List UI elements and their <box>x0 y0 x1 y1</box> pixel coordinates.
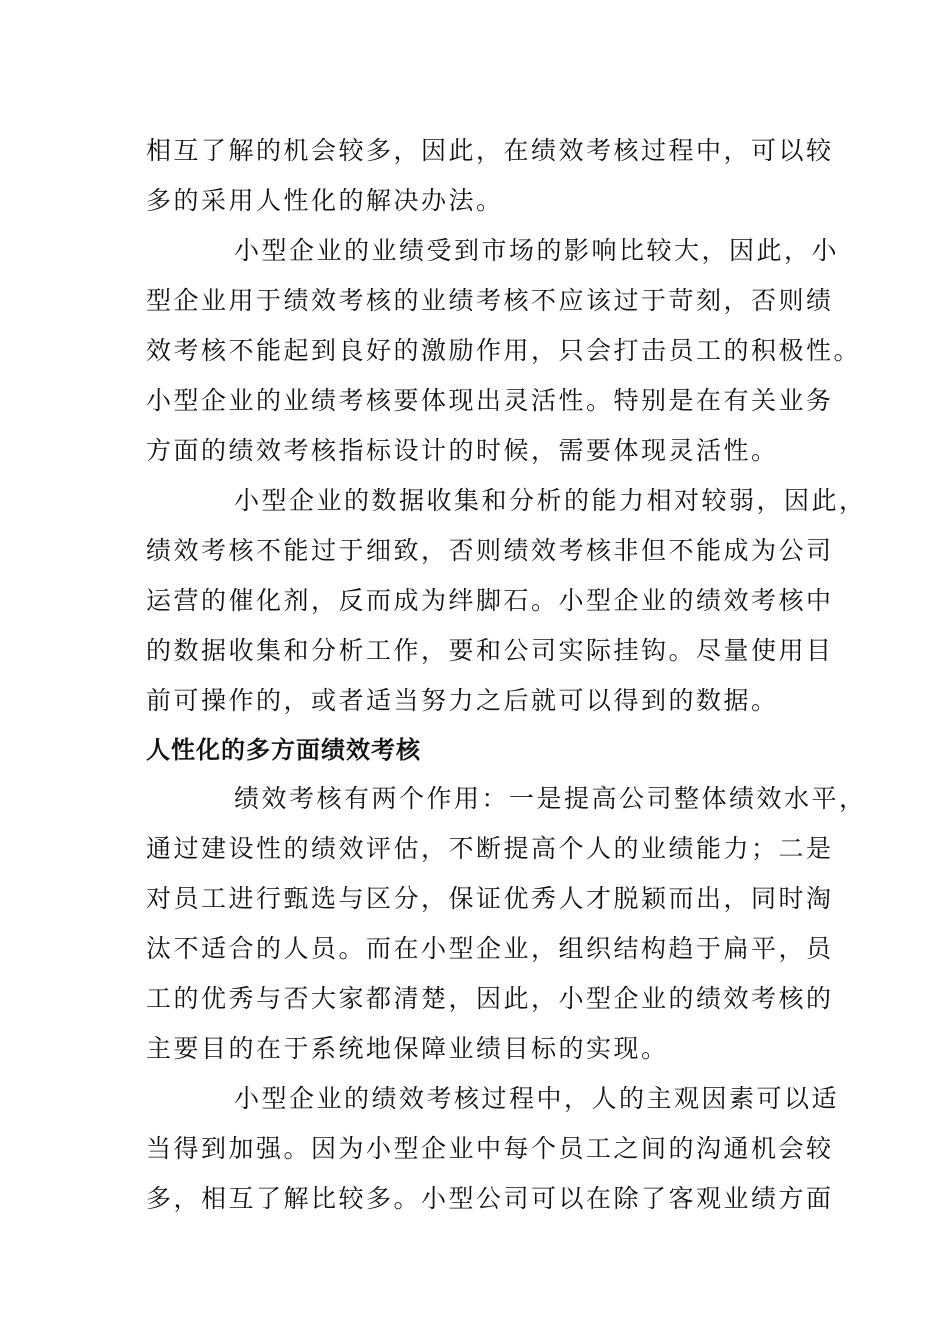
paragraph-line: 效考核不能起到良好的激励作用，只会打击员工的积极性。 <box>146 336 862 365</box>
paragraph-line: 对员工进行甄选与区分，保证优秀人才脱颖而出，同时淘 <box>146 884 834 913</box>
paragraph-line: 工的优秀与否大家都清楚，因此，小型企业的绩效考核的 <box>146 984 834 1013</box>
section-heading: 人性化的多方面绩效考核 <box>146 736 421 764</box>
paragraph-line: 当得到加强。因为小型企业中每个员工之间的沟通机会较 <box>146 1134 834 1163</box>
paragraph-line: 小型企业的业绩考核要体现出灵活性。特别是在有关业务 <box>146 386 834 415</box>
paragraph-line: 多，相互了解比较多。小型公司可以在除了客观业绩方面 <box>146 1184 834 1213</box>
paragraph-line: 的数据收集和分析工作，要和公司实际挂钩。尽量使用目 <box>146 636 834 665</box>
paragraph-line: 多的采用人性化的解决办法。 <box>146 186 504 215</box>
paragraph-line: 前可操作的，或者适当努力之后就可以得到的数据。 <box>146 686 779 715</box>
paragraph-line: 绩效考核有两个作用：一是提高公司整体绩效水平， <box>234 784 867 813</box>
paragraph-line: 主要目的在于系统地保障业绩目标的实现。 <box>146 1034 669 1063</box>
paragraph-line: 型企业用于绩效考核的业绩考核不应该过于苛刻，否则绩 <box>146 286 834 315</box>
paragraph-line: 汰不适合的人员。而在小型企业，组织结构趋于扁平，员 <box>146 934 834 963</box>
paragraph-line: 小型企业的绩效考核过程中，人的主观因素可以适 <box>234 1084 840 1113</box>
paragraph-line: 绩效考核不能过于细致，否则绩效考核非但不能成为公司 <box>146 536 834 565</box>
paragraph-line: 通过建设性的绩效评估，不断提高个人的业绩能力；二是 <box>146 834 834 863</box>
paragraph-line: 小型企业的业绩受到市场的影响比较大，因此，小 <box>234 236 840 265</box>
paragraph-line: 相互了解的机会较多，因此，在绩效考核过程中，可以较 <box>146 136 834 165</box>
paragraph-line: 小型企业的数据收集和分析的能力相对较弱，因此， <box>234 486 867 515</box>
paragraph-line: 运营的催化剂，反而成为绊脚石。小型企业的绩效考核中 <box>146 586 834 615</box>
paragraph-line: 方面的绩效考核指标设计的时候，需要体现灵活性。 <box>146 436 779 465</box>
